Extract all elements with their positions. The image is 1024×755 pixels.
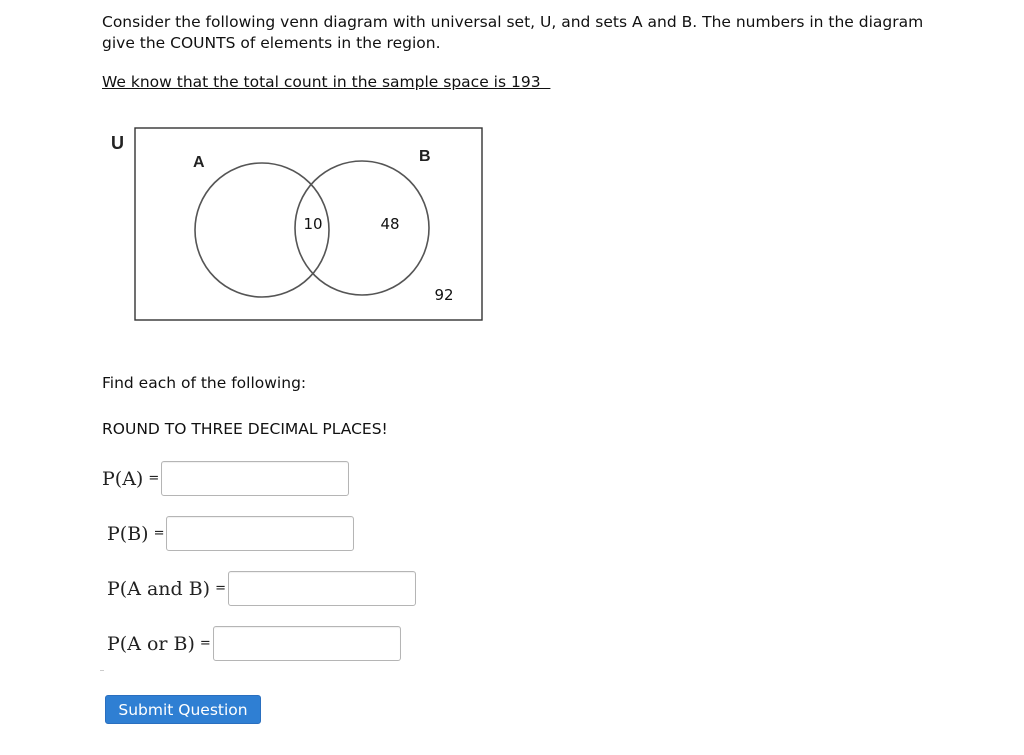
answer-row-p-a-or-b: [107, 626, 401, 661]
p-a-or-b-input[interactable]: [213, 626, 401, 661]
p-a-label: P(A): [102, 467, 144, 490]
submit-question-button[interactable]: Submit Question: [105, 695, 261, 724]
total-count-line: We know that the total count in the sample space is 193: [102, 73, 551, 91]
find-instruction: Find each of the following:: [102, 374, 307, 392]
p-a-input[interactable]: [161, 461, 349, 496]
b-only-count: 48: [380, 215, 400, 233]
outside-count: 92: [434, 286, 454, 304]
answer-row-p-b: [107, 516, 354, 551]
p-b-label: P(B): [107, 522, 149, 545]
equals-sign: =: [148, 471, 160, 486]
equals-sign: =: [199, 636, 211, 651]
intersection-count: 10: [303, 215, 323, 233]
universal-set-label: U: [111, 133, 124, 153]
equals-sign: =: [215, 581, 227, 596]
p-a-or-b-label: P(A or B): [107, 632, 195, 655]
answer-row-p-a: [102, 461, 349, 496]
equals-sign: =: [153, 526, 165, 541]
p-a-and-b-label: P(A and B): [107, 577, 211, 600]
divider-mark: [100, 670, 104, 671]
set-a-label: A: [193, 154, 205, 171]
question-intro: Consider the following venn diagram with universal set, U, and sets A and B. The numbers in the diagram give the COUNTS of elements in the region.: [102, 13, 924, 52]
p-a-and-b-input[interactable]: [228, 571, 416, 606]
p-b-input[interactable]: [166, 516, 354, 551]
venn-diagram: [100, 120, 500, 335]
answer-row-p-a-and-b: [107, 571, 416, 606]
rounding-instruction: ROUND TO THREE DECIMAL PLACES!: [102, 420, 388, 438]
set-b-label: B: [419, 148, 431, 165]
